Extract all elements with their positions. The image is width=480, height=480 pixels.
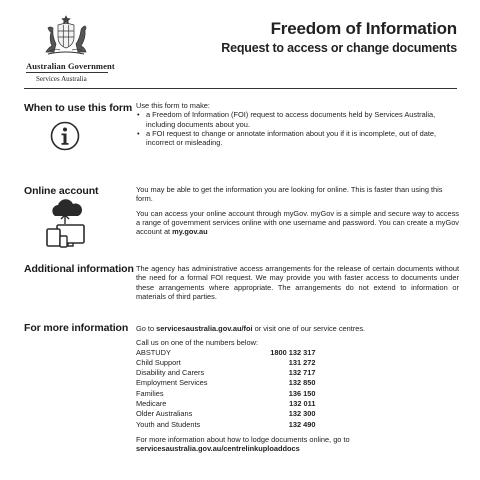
info-icon <box>50 121 80 151</box>
section-heading-more: For more information <box>24 322 129 334</box>
phone-number: 132 011 <box>289 399 316 409</box>
go-to-suffix: or visit one of our service centres. <box>254 324 366 333</box>
phone-service-name: Employment Services <box>136 378 208 388</box>
lodge-text: For more information about how to lodge documents online, go to <box>136 434 350 444</box>
phone-service-name: ABSTUDY <box>136 347 171 357</box>
online-para-2 <box>136 209 459 237</box>
more-go-to-line <box>136 324 459 333</box>
phone-number: 131 272 <box>288 357 316 367</box>
phone-row <box>136 389 315 399</box>
phone-service-name: Medicare <box>136 399 167 409</box>
phone-table <box>136 348 315 430</box>
phone-number: 1800 132 317 <box>270 347 316 357</box>
section-heading-additional: Additional information <box>24 263 134 275</box>
section-body-additional <box>136 264 459 301</box>
phone-row <box>136 358 315 368</box>
government-name: Australian Government <box>26 61 115 71</box>
upload-docs-link[interactable]: servicesaustralia.gov.au/centrelinkuploaddocs <box>136 444 300 454</box>
page-subtitle: Request to access or change documents <box>221 41 457 55</box>
when-bullet-change: • a FOI request to change or annotate information about you if it is incomplete, out of date, incorrect or misleading. <box>136 129 459 148</box>
phone-row <box>136 378 315 388</box>
coat-of-arms-logo <box>36 14 96 58</box>
phone-service-name: Older Australians <box>136 409 193 419</box>
cloud-devices-icon <box>44 198 86 248</box>
phone-service-name: Families <box>136 388 164 398</box>
when-intro: Use this form to make: <box>136 101 210 110</box>
foi-link[interactable]: servicesaustralia.gov.au/foi <box>156 324 253 333</box>
phone-service-name: Youth and Students <box>136 419 201 429</box>
phone-row <box>136 399 315 409</box>
phone-row <box>136 348 315 358</box>
when-bullet-access: • a Freedom of Information (FOI) request to access documents held by Services Australia, including documents about you. <box>136 110 459 129</box>
when-bullet-list <box>136 110 459 147</box>
section-body-more <box>136 324 459 454</box>
phone-number: 132 300 <box>288 409 316 419</box>
phone-row <box>136 409 315 419</box>
go-to-prefix: Go to <box>136 324 155 333</box>
section-body-when <box>136 101 459 147</box>
phone-service-name: Child Support <box>136 357 181 367</box>
phone-number: 132 717 <box>288 368 316 378</box>
phone-number: 132 850 <box>288 378 316 388</box>
phone-number: 136 150 <box>288 388 316 398</box>
section-body-online <box>136 185 459 236</box>
mygov-link[interactable]: my.gov.au <box>172 227 208 237</box>
online-para-2-text: You can access your online account through myGov. myGov is a simple and secure way to access a range of government services online with one username and password. You can create a myGov account at <box>136 208 459 237</box>
agency-name: Services Australia <box>36 75 87 83</box>
section-heading-online: Online account <box>24 185 99 197</box>
call-text: Call us on one of the numbers below: <box>136 338 259 348</box>
page-title: Freedom of Information <box>270 19 457 38</box>
phone-number: 132 490 <box>288 419 316 429</box>
section-heading-when: When to use this form <box>24 102 133 114</box>
phone-row <box>136 368 315 378</box>
phone-row <box>136 420 315 430</box>
additional-text: The agency has administrative access arrangements for the release of certain documents without the need for a formal FOI request. We may provide you with faster access to documents under these arrangements where appropriate. The arrangements do not extend to information or materials of third parties. <box>136 264 459 301</box>
logo-divider <box>26 72 108 73</box>
online-para-1: You may be able to get the information you are looking for online. This is faster than using this form. <box>136 185 443 204</box>
header-divider <box>24 88 457 89</box>
phone-service-name: Disability and Carers <box>136 368 205 378</box>
lodge-link-line <box>136 444 459 453</box>
